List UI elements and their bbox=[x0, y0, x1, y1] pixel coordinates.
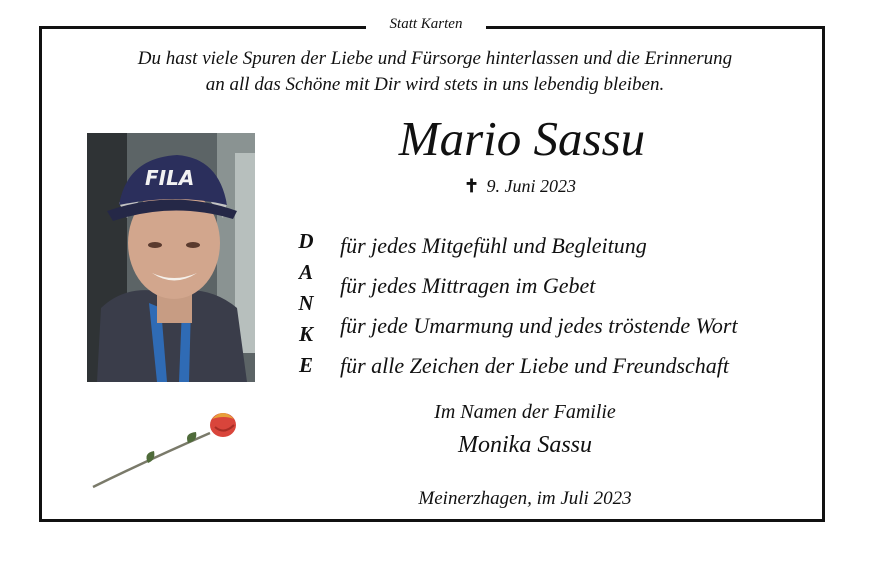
family-name: Monika Sassu bbox=[458, 432, 592, 458]
family-label: Im Namen der Familie bbox=[434, 401, 616, 423]
place-date: Meinerzhagen, im Juli 2023 bbox=[418, 488, 632, 509]
death-date-line bbox=[420, 176, 620, 197]
cross-icon: ✝ bbox=[463, 176, 480, 196]
family-signature bbox=[380, 398, 670, 464]
portrait-photo bbox=[87, 133, 255, 382]
danke-letter: E bbox=[298, 353, 313, 377]
rose-icon bbox=[88, 405, 248, 495]
intro-line-2: an all das Schöne mit Dir wird stets in uns lebendig bleiben. bbox=[205, 74, 665, 95]
danke-letter: A bbox=[298, 260, 313, 284]
thanks-list bbox=[340, 226, 738, 386]
danke-letter: K bbox=[298, 322, 313, 346]
death-date: 9. Juni 2023 bbox=[486, 176, 577, 196]
danke-letter: N bbox=[298, 291, 314, 315]
thanks-line: für alle Zeichen der Liebe und Freundschaft bbox=[340, 353, 730, 378]
danke-acrostic bbox=[291, 226, 321, 381]
deceased-name: Mario Sassu bbox=[398, 111, 646, 166]
thanks-line: für jedes Mittragen im Gebet bbox=[340, 273, 596, 298]
thanks-line: für jedes Mitgefühl und Begleitung bbox=[340, 233, 647, 258]
header-tag: Statt Karten bbox=[366, 16, 486, 33]
intro-text bbox=[60, 46, 810, 98]
intro-line-1: Du hast viele Spuren der Liebe und Fürsorge hinterlassen und die Erinnerung bbox=[137, 48, 733, 69]
thanks-line: für jede Umarmung und jedes tröstende Wort bbox=[340, 313, 738, 338]
cap-logo: FILA bbox=[145, 166, 195, 190]
danke-letter: D bbox=[298, 229, 314, 253]
